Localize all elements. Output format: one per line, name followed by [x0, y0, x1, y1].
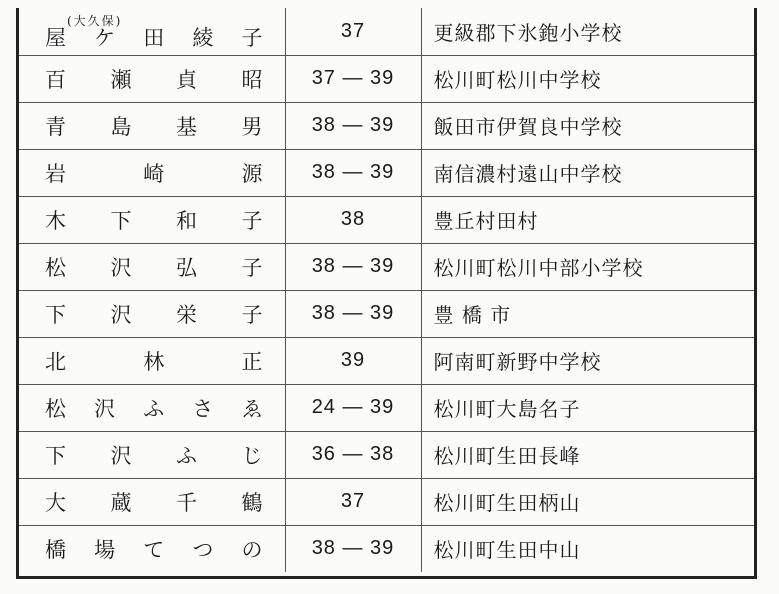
- years-cell: 38 — 39: [285, 149, 421, 196]
- years-cell: 36 — 38: [285, 431, 421, 478]
- table-row: [19, 196, 754, 243]
- years-cell: 37: [285, 8, 421, 55]
- name-char: 岩: [45, 161, 66, 186]
- name-char: 蔵: [110, 490, 132, 515]
- name-char: ふ: [176, 443, 197, 468]
- name-cell: [19, 102, 285, 149]
- school-cell: 松川町松川中学校: [421, 55, 754, 102]
- name-char: 下: [45, 443, 66, 468]
- name-cell: [19, 337, 285, 384]
- name-char: 林: [143, 349, 165, 374]
- school-cell: 松川町生田長峰: [421, 431, 754, 478]
- table-row: [19, 290, 754, 337]
- years-cell: 38: [285, 196, 421, 243]
- name-char: 弘: [176, 255, 197, 280]
- name-char: 千: [176, 490, 197, 515]
- name-cell: [19, 384, 285, 431]
- table-row: [19, 384, 754, 431]
- name-cell: [19, 243, 285, 290]
- name-char: 松: [45, 396, 66, 421]
- name-char: 貞: [176, 67, 197, 92]
- name-char: 男: [241, 114, 263, 139]
- name-char: の: [241, 537, 263, 562]
- table-row: [19, 478, 754, 525]
- name-char: 基: [176, 114, 197, 139]
- name-char: て: [143, 537, 165, 562]
- name-char: 橋: [45, 537, 66, 562]
- name-cell: [19, 478, 285, 525]
- name-char: 場: [94, 537, 116, 562]
- table-row: [19, 149, 754, 196]
- name-char: 松: [45, 255, 66, 280]
- name-char: 子: [241, 208, 263, 233]
- table-row: [19, 8, 754, 55]
- staff-table: [19, 8, 754, 572]
- name-char: 木: [45, 208, 66, 233]
- name-char: 百: [45, 67, 66, 92]
- name-char: ふ: [143, 396, 165, 421]
- school-cell: 松川町松川中部小学校: [421, 243, 754, 290]
- years-cell: 38 — 39: [285, 290, 421, 337]
- name-char: じ: [241, 443, 263, 468]
- name-char: 沢: [110, 443, 132, 468]
- name-char: 正: [241, 349, 263, 374]
- school-cell: 豊 橋 市: [421, 290, 754, 337]
- name-cell: [19, 525, 285, 572]
- name-cell: [19, 55, 285, 102]
- name-char: 瀬: [110, 67, 132, 92]
- name-cell: [19, 290, 285, 337]
- name-char: ケ: [94, 26, 116, 51]
- school-cell: 松川町大島名子: [421, 384, 754, 431]
- name-char: 田: [143, 26, 165, 51]
- name-char: 島: [110, 114, 132, 139]
- years-cell: 38 — 39: [285, 525, 421, 572]
- table-row: [19, 431, 754, 478]
- name-char: 青: [45, 114, 66, 139]
- years-cell: 39: [285, 337, 421, 384]
- name-char: 沢: [110, 255, 132, 280]
- school-cell: 松川町生田中山: [433, 538, 581, 563]
- name-char: 鶴: [241, 490, 263, 515]
- name-char: 下: [110, 208, 132, 233]
- school-cell: 松川町生田柄山: [421, 478, 754, 525]
- name-cell: [19, 431, 285, 478]
- years-cell: 38 — 39: [285, 102, 421, 149]
- former-name-note: (大久保): [67, 14, 123, 28]
- name-char: 大: [45, 490, 66, 515]
- name-char: 子: [241, 255, 263, 280]
- name-char: 沢: [94, 396, 116, 421]
- years-cell: 37 — 39: [285, 55, 421, 102]
- name-char: 和: [176, 208, 197, 233]
- school-cell: 飯田市伊賀良中学校: [421, 102, 754, 149]
- years-cell: 37: [285, 478, 421, 525]
- name-char: 綾: [192, 26, 214, 51]
- school-cell: 豊丘村田村: [421, 196, 754, 243]
- name-char: 子: [241, 26, 263, 51]
- name-char: 下: [45, 302, 66, 327]
- table-row: [19, 337, 754, 384]
- name-char: 北: [45, 349, 66, 374]
- school-cell: 更級郡下氷鉋小学校: [421, 8, 754, 55]
- name-char: 屋: [45, 26, 66, 51]
- name-cell: [19, 196, 285, 243]
- table-row: [19, 243, 754, 290]
- name-char: さ: [192, 396, 214, 421]
- school-cell: 南信濃村遠山中学校: [421, 149, 754, 196]
- name-char: 昭: [241, 67, 263, 92]
- name-char: 沢: [110, 302, 132, 327]
- name-char: 子: [241, 302, 263, 327]
- name-cell: [19, 8, 285, 55]
- table-row: [19, 525, 754, 572]
- table-row: [19, 102, 754, 149]
- school-cell: 阿南町新野中学校: [421, 337, 754, 384]
- name-char: ゑ: [241, 396, 263, 421]
- name-char: 栄: [176, 302, 197, 327]
- name-char: 崎: [143, 161, 165, 186]
- table-row: [19, 55, 754, 102]
- name-char: 源: [241, 161, 263, 186]
- years-cell: 38 — 39: [285, 243, 421, 290]
- name-cell: [19, 149, 285, 196]
- years-cell: 24 — 39: [285, 384, 421, 431]
- name-char: つ: [192, 537, 214, 562]
